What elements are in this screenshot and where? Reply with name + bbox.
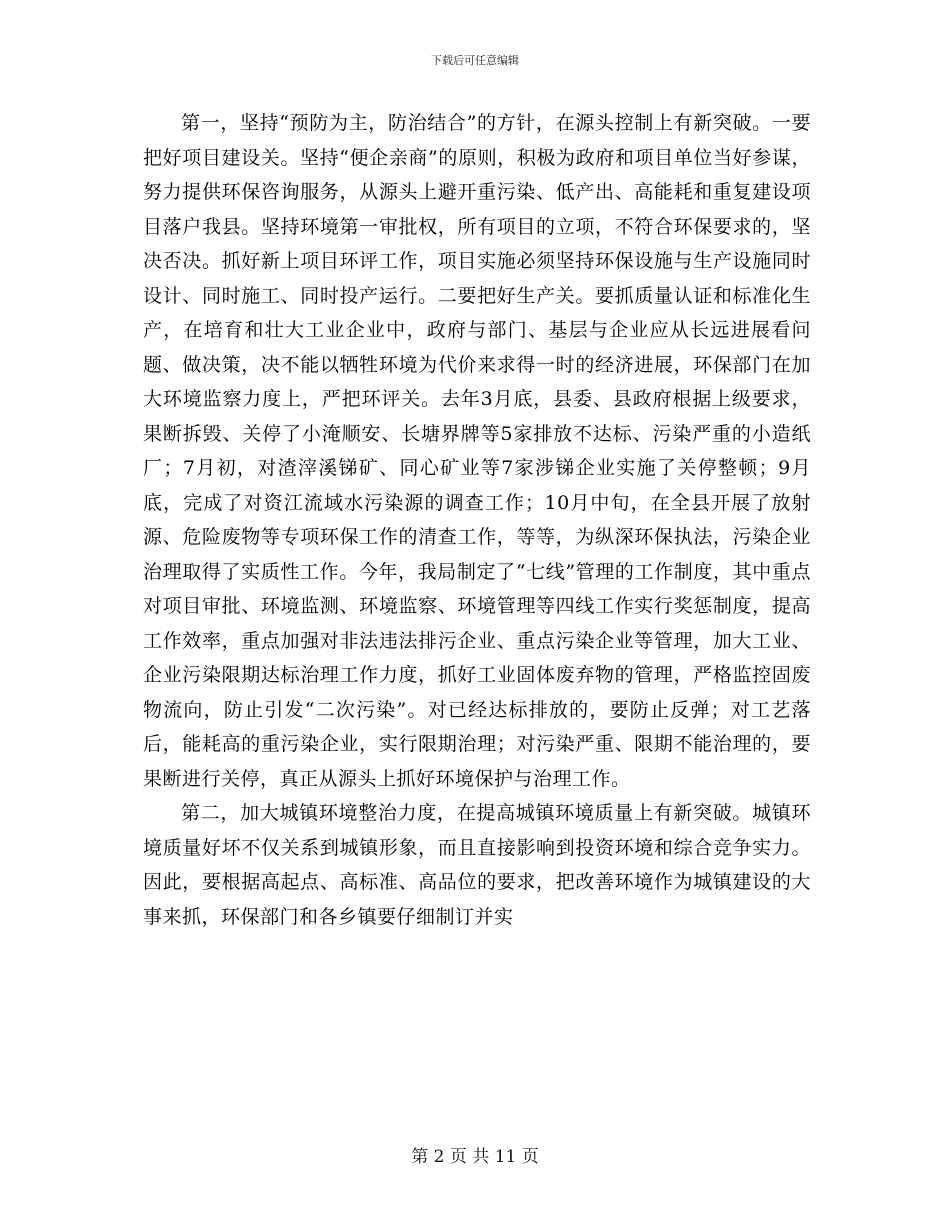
paragraph-1: 第一，坚持“预防为主，防治结合”的方针，在源头控制上有新突破。一要把好项目建设关。坚持“便企亲商”的原则，积极为政府和项目单位当好参谋，努力提供环保咨询服务，从源头上避开重污染、低产出、高能耗和重复建设项目落户我县。坚持环境第一审批权，所有项目的立项，不符合环保要求的，坚决否决。抓好新上项目环评工作，项目实施必须坚持环保设施与生产设施同时设计、同时施工、同时投产运行。二要把好生产关。要抓质量认证和标准化生产，在培育和壮大工业企业中，政府与部门、基层与企业应从长远进展看问题、做决策，决不能以牺牲环境为代价来求得一时的经济进展，环保部门在加大环境监察力度上，严把环评关。去年3月底，县委、县政府根据上级要求，果断拆毁、关停了小淹顺安、长塘界牌等5家排放不达标、污染严重的小造纸厂；7月初，对渣滓溪锑矿、同心矿业等7家涉锑企业实施了关停整顿；9月底，完成了对资江流域水污染源的调查工作；10月中旬，在全县开展了放射源、危险废物等专项环保工作的清查工作，等等，为纵深环保执法，污染企业治理取得了实质性工作。今年，我局制定了“七线”管理的工作制度，其中重点对项目审批、环境监测、环境监察、环境管理等四线工作实行奖惩制度，提高工作效率，重点加强对非法违法排污企业、重点污染企业等管理，加大工业、企业污染限期达标治理工作力度，抓好工业固体废弃物的管理，严格监控固废物流向，防止引发“二次污染”。对已经达标排放的，要防止反弹；对工艺落后，能耗高的重污染企业，实行限期治理；对污染严重、限期不能治理的，要果断进行关停，真正从源头上抓好环境保护与治理工作。: [143, 112, 811, 790]
document-body: [143, 106, 811, 934]
page-header-note: 下载后可任意编辑: [431, 54, 519, 67]
paragraph-2: 第二，加大城镇环境整治力度，在提高城镇环境质量上有新突破。城镇环境质量好坏不仅关系到城镇形象，而且直接影响到投资环境和综合竞争实力。因此，要根据高起点、高标准、高品位的要求，把改善环境作为城镇建设的大事来抓，环保部门和各乡镇要仔细制订并实: [143, 802, 811, 928]
page-number-footer: 第 2 页 共 11 页: [411, 1147, 539, 1167]
